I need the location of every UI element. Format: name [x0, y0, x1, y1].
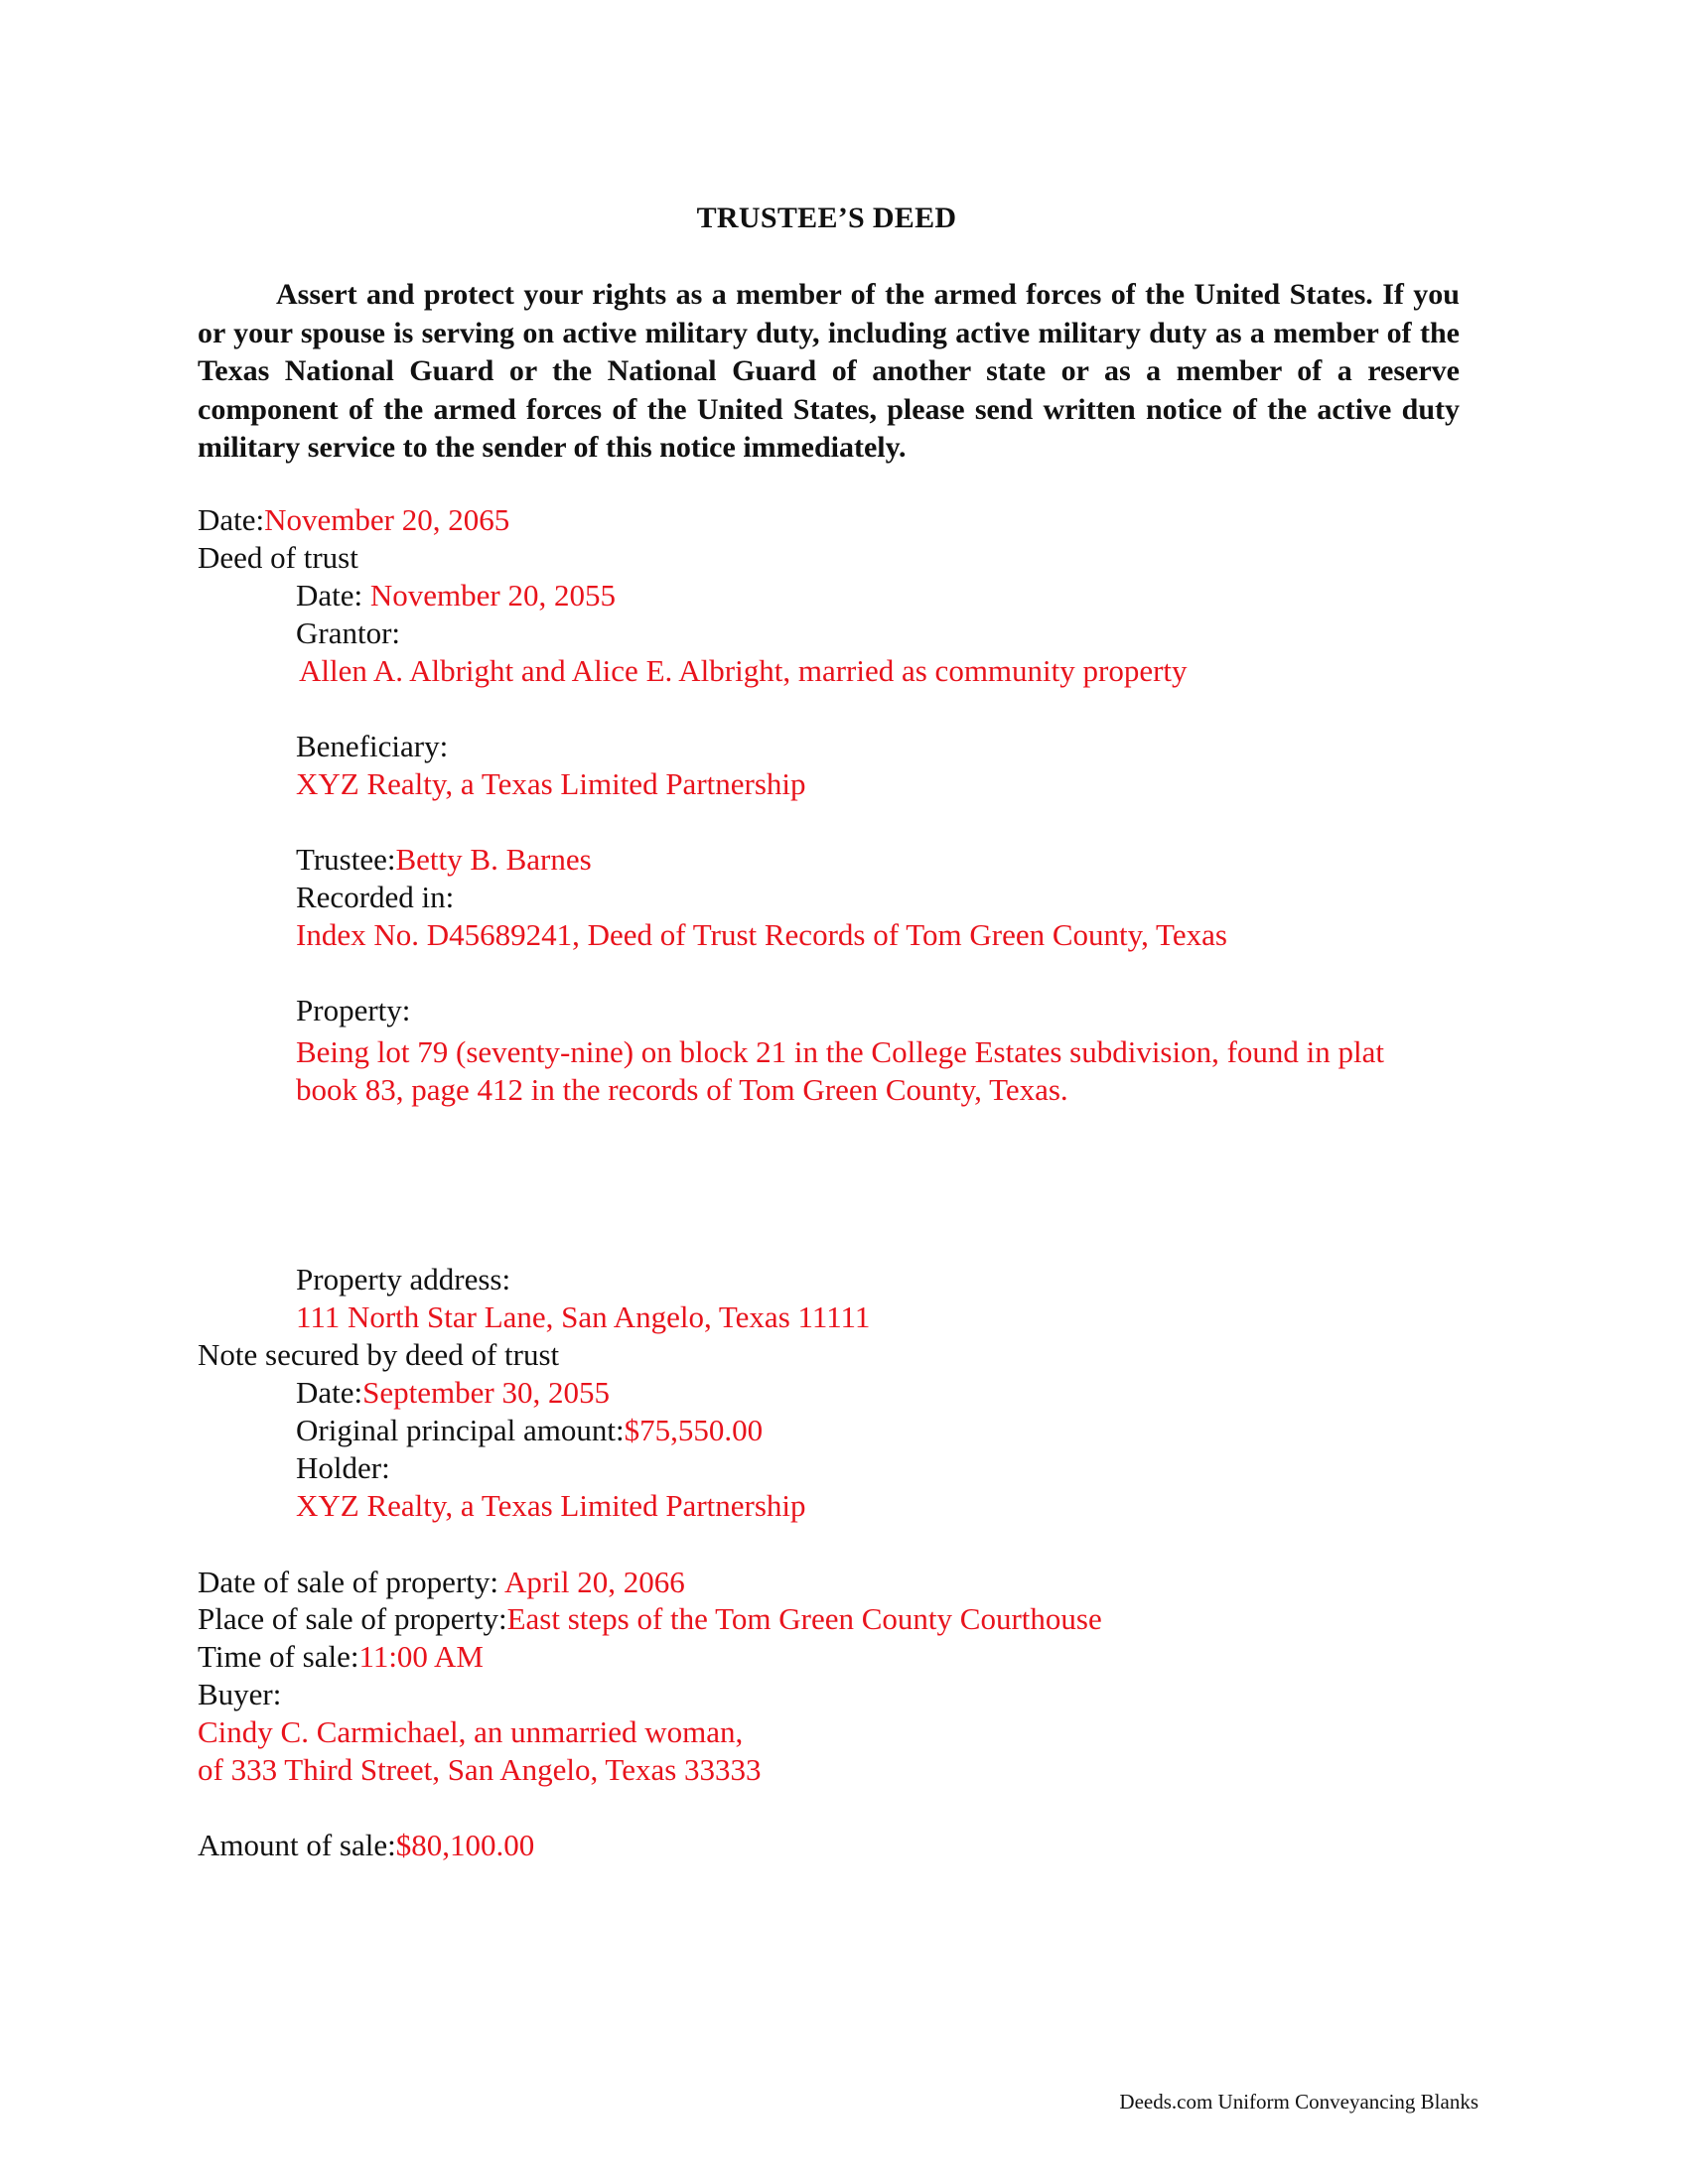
recorded-label: Recorded in: [296, 880, 455, 914]
sale-time-row [198, 1638, 484, 1676]
property-label: Property: [296, 993, 411, 1027]
deed-date-value: November 20, 2065 [264, 502, 510, 537]
document-title: TRUSTEE’S DEED [696, 202, 957, 234]
sale-amount-row [198, 1827, 534, 1864]
beneficiary-label: Beneficiary: [296, 729, 449, 763]
trustee-value: Betty B. Barnes [395, 842, 592, 877]
recorded-value: Index No. D45689241, Deed of Trust Records of Tom Green County, Texas [296, 917, 1227, 952]
deed-date-label: Date: [198, 502, 265, 537]
holder-label: Holder: [296, 1450, 390, 1485]
principal-label: Original principal amount: [296, 1413, 625, 1447]
sale-date-label: Date of sale of property: [198, 1565, 498, 1599]
footer-credit: Deeds.com Uniform Conveyancing Blanks [1119, 2090, 1478, 2114]
property-description-line1: Being lot 79 (seventy-nine) on block 21 in the College Estates subdivision, found in plat [296, 1034, 1385, 1069]
sale-time-label: Time of sale: [198, 1639, 359, 1674]
grantor-value: Allen A. Albright and Alice E. Albright, married as community property [299, 653, 1188, 688]
trustee-label: Trustee: [296, 842, 396, 877]
sale-date-row [198, 1564, 685, 1601]
trustee-row [296, 841, 592, 879]
note-date-row [296, 1374, 610, 1412]
note-heading: Note secured by deed of trust [198, 1337, 560, 1372]
sale-place-value: East steps of the Tom Green County Courthouse [506, 1601, 1102, 1636]
sale-amount-label: Amount of sale: [198, 1828, 396, 1862]
property-address-value: 111 North Star Lane, San Angelo, Texas 11111 [296, 1299, 871, 1334]
principal-row [296, 1412, 763, 1449]
holder-value: XYZ Realty, a Texas Limited Partnership [296, 1488, 806, 1523]
note-date-label: Date: [296, 1375, 363, 1410]
sale-time-value: 11:00 AM [358, 1639, 484, 1674]
principal-value: $75,550.00 [624, 1413, 764, 1447]
deed-date-row [198, 501, 509, 539]
buyer-line2: of 333 Third Street, San Angelo, Texas 33333 [198, 1752, 762, 1787]
sale-amount-value: $80,100.00 [395, 1828, 535, 1862]
dot-date-label: Date: [296, 578, 363, 613]
sale-place-row [198, 1600, 1102, 1638]
deed-of-trust-heading: Deed of trust [198, 540, 358, 575]
property-address-label: Property address: [296, 1262, 511, 1297]
beneficiary-value: XYZ Realty, a Texas Limited Partnership [296, 766, 806, 801]
property-description-line2: book 83, page 412 in the records of Tom Green County, Texas. [296, 1072, 1068, 1107]
grantor-label: Grantor: [296, 615, 401, 650]
buyer-line1: Cindy C. Carmichael, an unmarried woman, [198, 1714, 744, 1749]
dot-date-row [296, 577, 616, 614]
sale-place-label: Place of sale of property: [198, 1601, 507, 1636]
buyer-label: Buyer: [198, 1677, 282, 1711]
military-notice: Assert and protect your rights as a member of the armed forces of the United States. If you or your spouse is serving on active military duty, including active military duty as a member of the Texas National Guard or the National Guard of another state or as a member of a reserve component of the armed forces of the United States, please send written notice of the active duty military service to the sender of this notice immediately. [198, 278, 1460, 464]
sale-date-value: April 20, 2066 [504, 1565, 685, 1599]
note-date-value: September 30, 2055 [362, 1375, 610, 1410]
dot-date-value: November 20, 2055 [369, 578, 616, 613]
